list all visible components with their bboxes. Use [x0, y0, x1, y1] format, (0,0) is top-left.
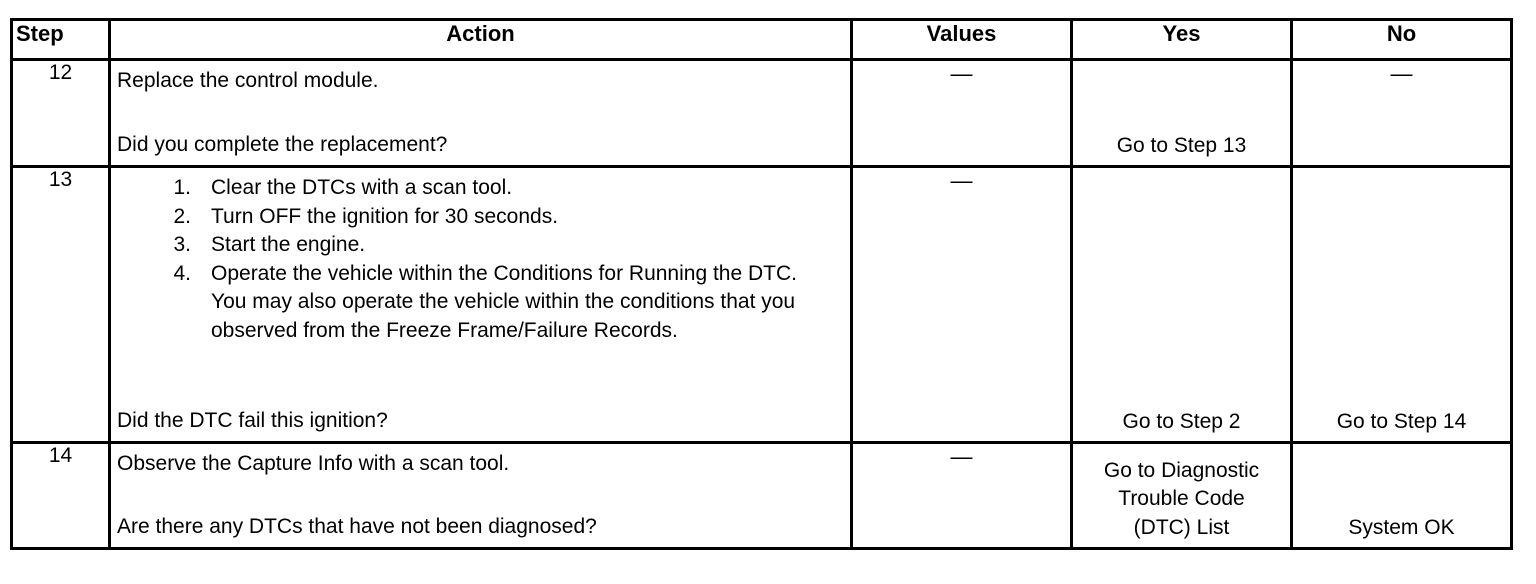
- values-cell: —: [852, 60, 1072, 167]
- yes-link-line: (DTC) List: [1133, 515, 1230, 539]
- substep-number: 1.: [173, 176, 191, 199]
- action-question: Are there any DTCs that have not been diagnosed?: [117, 515, 597, 538]
- yes-link[interactable]: [1073, 457, 1290, 543]
- table-row: [12, 167, 1512, 443]
- step-number: 14: [12, 443, 110, 549]
- yes-link-line: Trouble Code: [1118, 487, 1245, 510]
- action-cell: [110, 443, 852, 549]
- no-cell: —: [1292, 60, 1512, 167]
- yes-link[interactable]: Go to Step 13: [1116, 133, 1247, 157]
- substep-number: 4.: [173, 261, 191, 285]
- header-no: No: [1292, 20, 1512, 60]
- yes-link[interactable]: Go to Step 2: [1122, 409, 1241, 433]
- header-action: Action: [110, 20, 852, 60]
- header-row: [12, 20, 1512, 60]
- values-cell: —: [852, 167, 1072, 443]
- list-item: [161, 174, 801, 203]
- substep-list: [161, 174, 801, 345]
- no-cell: [1292, 167, 1512, 443]
- substep-text: Operate the vehicle within the Conditions for Running the DTC. You may also operate the vehicle within the conditions that you observed from the Freeze Frame/Failure Records.: [211, 261, 797, 342]
- substep-text: Start the engine.: [211, 233, 366, 256]
- action-cell: [110, 60, 852, 167]
- header-yes: Yes: [1072, 20, 1292, 60]
- yes-cell: [1072, 167, 1292, 443]
- diagnostic-table: [10, 18, 1513, 550]
- values-cell: —: [852, 443, 1072, 549]
- step-number: 13: [12, 167, 110, 443]
- list-item: [161, 260, 801, 346]
- action-instruction: Replace the control module.: [117, 69, 379, 92]
- header-step: Step: [12, 20, 110, 60]
- no-result: System OK: [1348, 515, 1455, 539]
- no-link[interactable]: Go to Step 14: [1336, 409, 1467, 433]
- substep-text: Clear the DTCs with a scan tool.: [211, 176, 513, 199]
- table-row: [12, 443, 1512, 549]
- yes-cell: [1072, 60, 1292, 167]
- list-item: [161, 231, 801, 260]
- table-row: [12, 60, 1512, 167]
- action-question: Did the DTC fail this ignition?: [117, 409, 388, 432]
- list-item: [161, 203, 801, 232]
- step-number: 12: [12, 60, 110, 167]
- action-cell: [110, 167, 852, 443]
- action-question: Did you complete the replacement?: [117, 133, 448, 156]
- yes-cell: [1072, 443, 1292, 549]
- header-values: Values: [852, 20, 1072, 60]
- substep-number: 3.: [173, 233, 191, 256]
- yes-link-line: Go to Diagnostic: [1103, 458, 1260, 482]
- no-cell: [1292, 443, 1512, 549]
- substep-number: 2.: [173, 204, 191, 228]
- substep-text: Turn OFF the ignition for 30 seconds.: [211, 204, 559, 228]
- action-instruction: Observe the Capture Info with a scan tool.: [117, 452, 510, 475]
